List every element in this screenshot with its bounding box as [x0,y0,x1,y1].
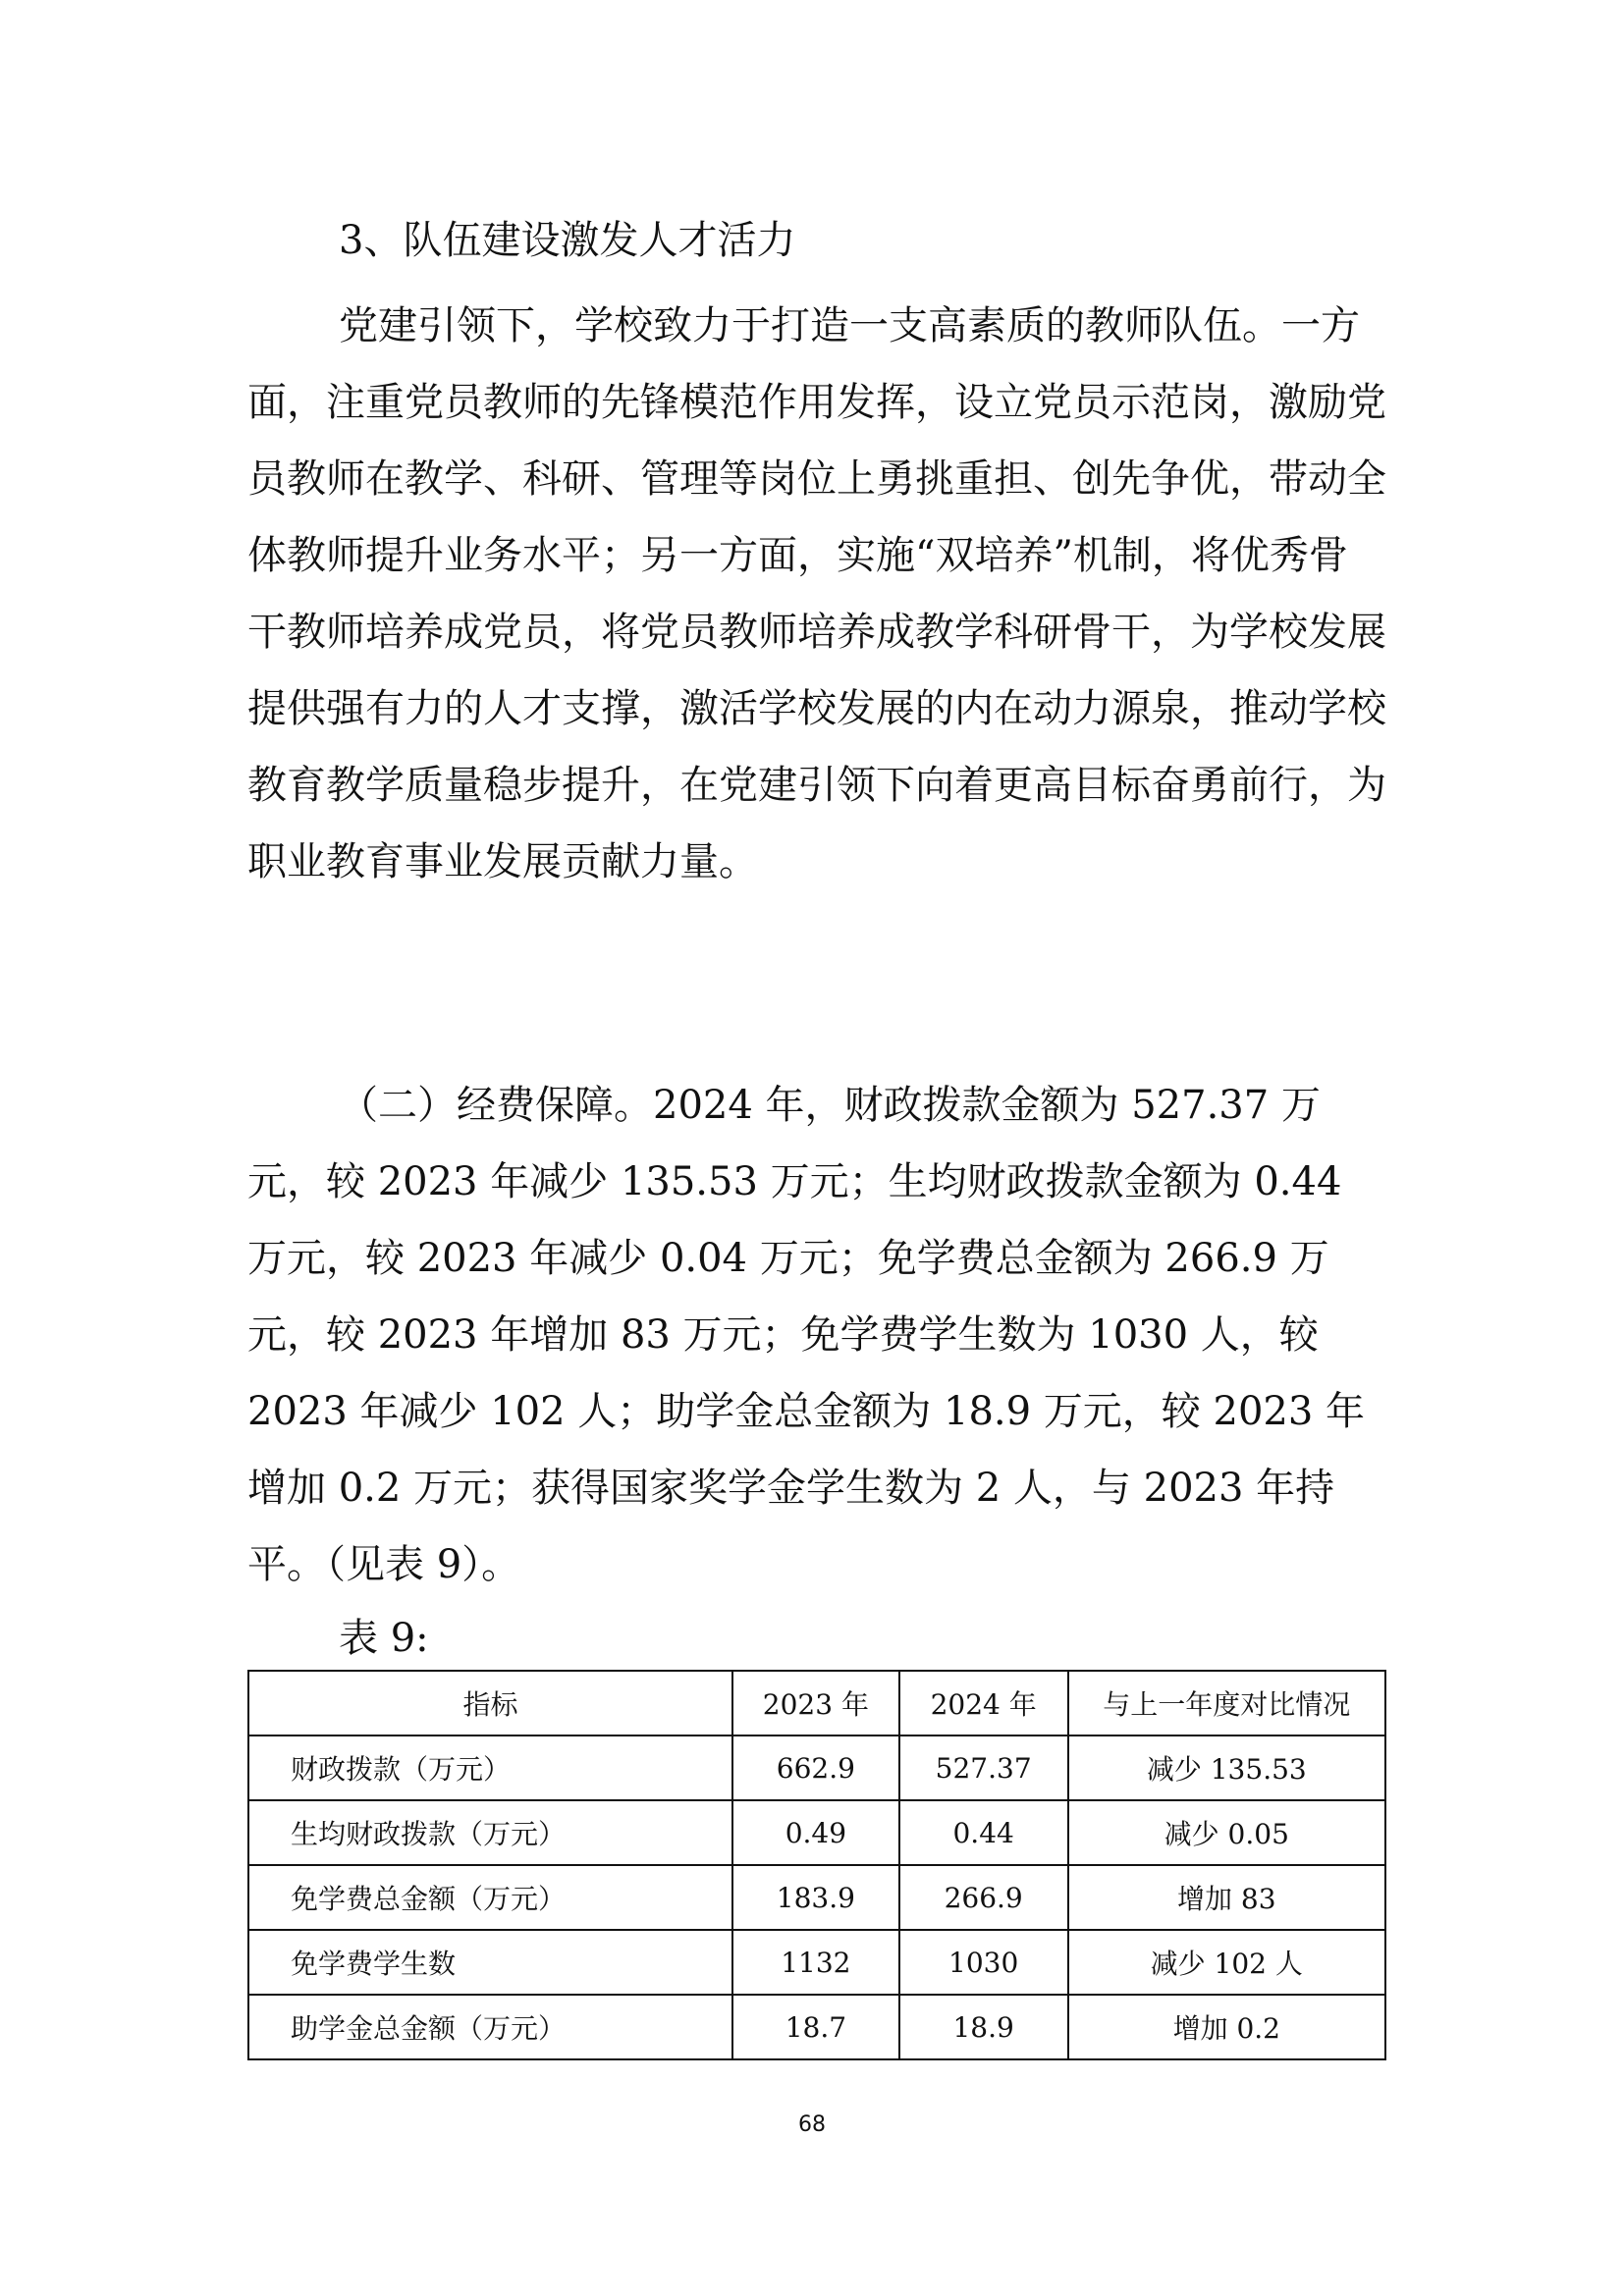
cell-2023: 18.7 [732,1995,899,2059]
cell-2024: 0.44 [899,1800,1068,1865]
page-number: 68 [798,2112,826,2137]
cell-2024: 18.9 [899,1995,1068,2059]
header-comparison: 与上一年度对比情况 [1068,1671,1385,1735]
row-label: 财政拨款（万元） [248,1735,732,1800]
table-row [248,1800,1385,1865]
cell-2024: 266.9 [899,1865,1068,1930]
cell-2024: 1030 [899,1930,1068,1995]
section-heading: 3、队伍建设激发人才活力 [339,218,796,263]
cell-comparison: 减少 102 人 [1068,1930,1385,1995]
row-label: 助学金总金额（万元） [248,1995,732,2059]
cell-comparison: 减少 135.53 [1068,1735,1385,1800]
row-label: 免学费总金额（万元） [248,1865,732,1930]
cell-2023: 662.9 [732,1735,899,1800]
cell-2023: 183.9 [732,1865,899,1930]
table-row [248,1735,1385,1800]
funding-body [247,1067,1386,1603]
table-caption: 表 9: [339,1616,429,1661]
cell-2023: 0.49 [732,1800,899,1865]
header-2024: 2024 年 [899,1671,1068,1735]
table-header-row [248,1671,1385,1735]
table-row [248,1865,1385,1930]
row-label: 生均财政拨款（万元） [248,1800,732,1865]
cell-2023: 1132 [732,1930,899,1995]
cell-comparison: 增加 0.2 [1068,1995,1385,2059]
cell-2024: 527.37 [899,1735,1068,1800]
table-row [248,1930,1385,1995]
funding-table [247,1670,1386,2060]
cell-comparison: 减少 0.05 [1068,1800,1385,1865]
header-2023: 2023 年 [732,1671,899,1735]
funding-paragraph: （二）经费保障。2024 年，财政拨款金额为 527.37 万元，较 2023 年减少 135.53 万元；生均财政拨款金额为 0.44 万元，较 2023 年减少 0.04 万元；免学费总金额为 266.9 万元，较 2023 年增加 83 万元；免学费学生数为 1030 人，较 2023 年减少 102 人；助学金总金额为 18.9 万元，较 2023 年增加 0.2 万元；获得国家奖学金学生数为 2 人，与 2023 年持平。（见表 9）。 [247,1083,1366,1587]
talent-paragraph: 党建引领下，学校致力于打造一支高素质的教师队伍。一方面，注重党员教师的先锋模范作用发挥，设立党员示范岗，激励党员教师在教学、科研、管理等岗位上勇挑重担、创先争优，带动全体教师提升业务水平；另一方面，实施“双培养”机制，将优秀骨干教师培养成党员，将党员教师培养成教学科研骨干，为学校发展提供强有力的人才支撑，激活学校发展的内在动力源泉，推动学校教育教学质量稳步提升，在党建引领下向着更高目标奋勇前行，为职业教育事业发展贡献力量。 [247,303,1386,884]
table-row [248,1995,1385,2059]
header-indicator: 指标 [248,1671,732,1735]
section-body [247,288,1386,900]
cell-comparison: 增加 83 [1068,1865,1385,1930]
row-label: 免学费学生数 [248,1930,732,1995]
